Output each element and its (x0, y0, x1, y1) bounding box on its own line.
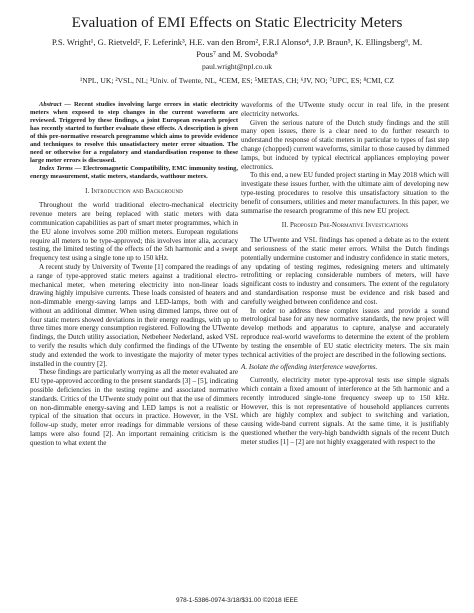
author-email: paul.wright@npl.co.uk (201, 62, 273, 71)
investigations-paragraph-1: The UTwente and VSL findings has opened a debate as to the extent and seriousness of the static meter errors. Whilst the Dutch findings potentially undermine customer and industry confidence in static meters, any updating of testing regimes, redesigning meters and ultimately retrofitting or replacing considerable numbers of meters, will have significant costs to industry and consumers. The extent of the regulatory and standardisation response must be evidence and risk based and carefully weighed between confidence and cost. (241, 236, 449, 306)
intro-paragraph-5: To this end, a new EU funded project starting in May 2018 which will investigate these issues further, with the ultimate aim of developing new type-testing procedures to resolve this unsatisfactory situation to the benefit of consumers, utilities and meter manufacturers. In this paper, we summarise the research programme of this new EU project. (241, 171, 449, 215)
abstract-label: Abstract — (39, 101, 71, 108)
investigations-paragraph-2: In order to address these complex issues and provide a sound metrological base for any new normative standards, the new project will develop methods and apparatus to capture, analyse and accurately reproduce real-world waveforms to determine the extent of the problem by testing the ensemble of EU static electricity meters. The six main technical activities of the project are described in the following sections. (241, 306, 449, 359)
section-heading-investigations: II. Proposed Pre-Normative Investigations (281, 222, 409, 230)
left-column (30, 101, 238, 448)
authors-line-1: P.S. Wright¹, G. Rietveld², F. Leferink³, H.E. van den Brom², F.R.I Alonso⁴, J.P. Braun⁵, K. Ellingsberg⁶, M. (51, 37, 423, 47)
paper-title: Evaluation of EMI Effects on Static Electricity Meters (71, 14, 403, 31)
subsection-a-paragraph: Currently, electricity meter type-approval tests use simple signals which contain a fixed amount of interference at the 5th harmonic and a recently introduced single-tone frequency sweep up to 150 kHz. However, this is not representative of household appliances currents which are highly complex and subject to switching and variation, causing wide-band current signals. At the same time, it is justifiably questioned whether the very-high bandwidth signals of the recent Dutch meter studies [1] – [2] are not highly exaggerated with respect to the (241, 376, 449, 446)
intro-paragraph-2: A recent study by University of Twente [1] compared the readings of a range of type-approved static meters against a traditional electro-mechanical meter, when metering electricity into non-linear loads drawing highly impulsive currents. These loads consisted of heaters and non-dimmable energy-saving lamps and LED-lamps, both with and without an additional dimmer. When using dimmed lamps, three out of four static meters showed deviations in their energy readings, with up to three times more energy consumption registered. Following the UTwente findings, the Dutch utility association, Netbeheer Nederland, asked VSL to verify the results which duly confirmed the findings of the UTwente study and extended the work to investigate the majority of meter types installed in the country [2]. (30, 262, 238, 368)
index-terms-label: Index Terms — (39, 164, 82, 172)
copyright-footer: 978-1-5386-0974-3/18/$31.00 ©2018 IEEE (176, 597, 298, 604)
right-column (241, 101, 449, 446)
index-terms (30, 165, 238, 181)
intro-paragraph-4: Given the serious nature of the Dutch study findings and the still many open issues, there is a clear need to do further research to understand the response of static meters in particular to types of fast step change (chopped) current waveforms, similar to those caused by dimmed lamps, but induced by typical electrical appliances employing power electronics. (241, 118, 450, 171)
index-terms-text: Electromagnetic Compatibility, EMC immunity testing, energy measurement, static meters, standards, watthour meters. (30, 164, 239, 180)
abstract (30, 101, 238, 165)
authors-line-2: Pous⁷ and M. Svoboda⁸ (196, 48, 278, 59)
subsection-heading-a: A. Isolate the offending interference waveforms. (241, 363, 378, 372)
author-list (38, 37, 436, 60)
intro-paragraph-3: These findings are particularly worrying as all the meter evaluated are EU type-approved according to the present standards [3] – [5], indicating possible deficiencies in the testing regime and associated normative standards. Critics of the UTwente study point out that the use of dimmers on non-dimmable energy-saving and LED lamps is not a realistic or typical of the situation that occurs in practice. However, in the VSL follow-up study, meter error readings for dimmable versions of these lamps were also found [2]. An important remaining criticism is the question to what extent the (30, 368, 238, 447)
affiliations: ¹NPL, UK; ²VSL, NL; ³Univ. of Twente, NL, ⁴CEM, ES; ⁵METAS, CH; ⁶JV, NO; ⁷UPC, ES; ⁸CMI, CZ (79, 76, 395, 85)
section-heading-introduction: I. Introduction and Background (85, 187, 183, 195)
intro-paragraph-1: Throughout the world traditional electro-mechanical electricity revenue meters are being replaced with static meters with data communication capabilities as part of smart meter programmes, which in the EU alone involves some 200 million meters. European regulations require all meters to be type-approved; this involves inter alia, accuracy testing, the limited testing of the effects of the 5th harmonic and a swept frequency test using a single tone up to 150 kHz. (30, 201, 238, 263)
abstract-text: Recent studies involving large errors in static electricity meters when exposed to step changes in the current waveform are reviewed. Triggered by these findings, a joint European research project has recently started to further evaluate these effects. A description is given of this pre-normative research programme which aims to provide evidence and techniques to resolve this unsatisfactory meter error situation. The need or otherwise for a regulatory and standardisation response to these large meter errors is discussed. (30, 101, 238, 164)
intro-paragraph-3-continued: waveforms of the UTwente study occur in real life, in the present electricity networks. (241, 101, 449, 118)
